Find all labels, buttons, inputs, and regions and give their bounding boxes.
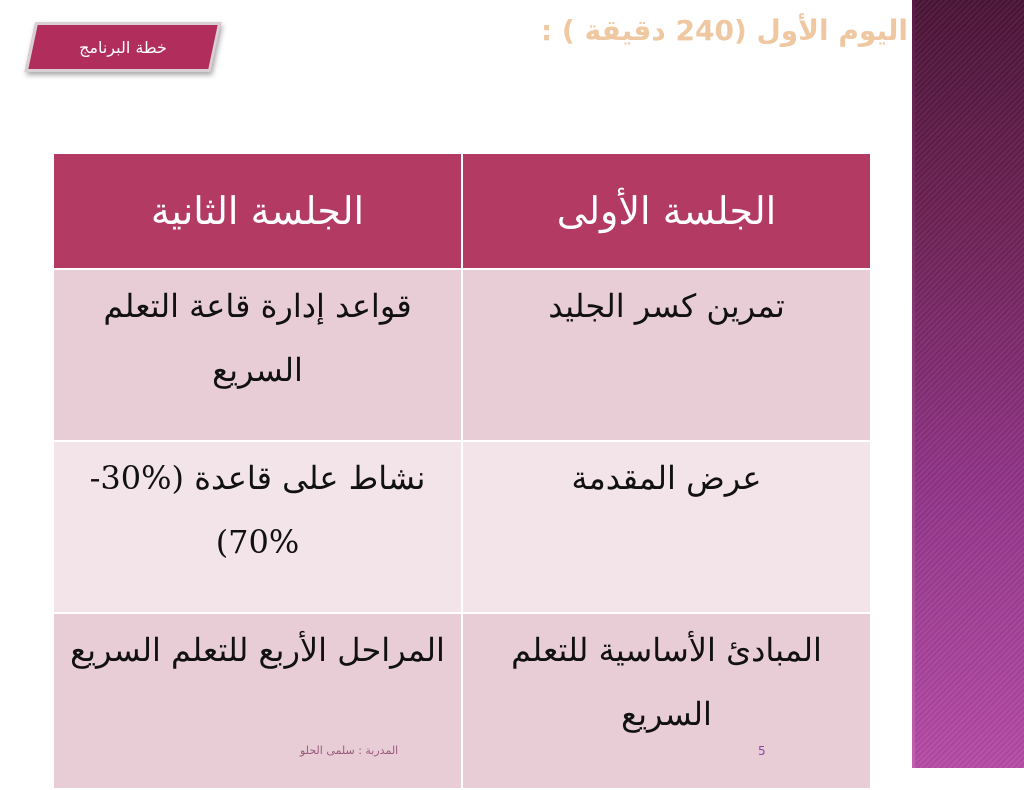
header-session-2: الجلسة الثانية (53, 153, 462, 269)
slide-title: اليوم الأول (240 دقيقة ) : (540, 14, 908, 47)
table-header-row (53, 153, 871, 269)
table-row (53, 441, 871, 613)
table-cell: المبادئ الأساسية للتعلم السريع (462, 613, 871, 789)
table-cell: قواعد إدارة قاعة التعلم السريع (53, 269, 462, 441)
header-session-1: الجلسة الأولى (462, 153, 871, 269)
page-number: 5 (758, 744, 766, 758)
table-cell: المراحل الأربع للتعلم السريع (53, 613, 462, 789)
program-plan-badge-label[interactable]: خطة البرنامج (79, 37, 167, 57)
table-row (53, 613, 871, 789)
decorative-side-bar (912, 0, 1024, 768)
sessions-table (52, 152, 872, 790)
table-cell: تمرين كسر الجليد (462, 269, 871, 441)
table-cell: عرض المقدمة (462, 441, 871, 613)
table-row (53, 269, 871, 441)
table-cell: نشاط على قاعدة (%30-%70) (53, 441, 462, 613)
footer-trainer-name: المدربة : سلمى الحلو (300, 744, 399, 757)
